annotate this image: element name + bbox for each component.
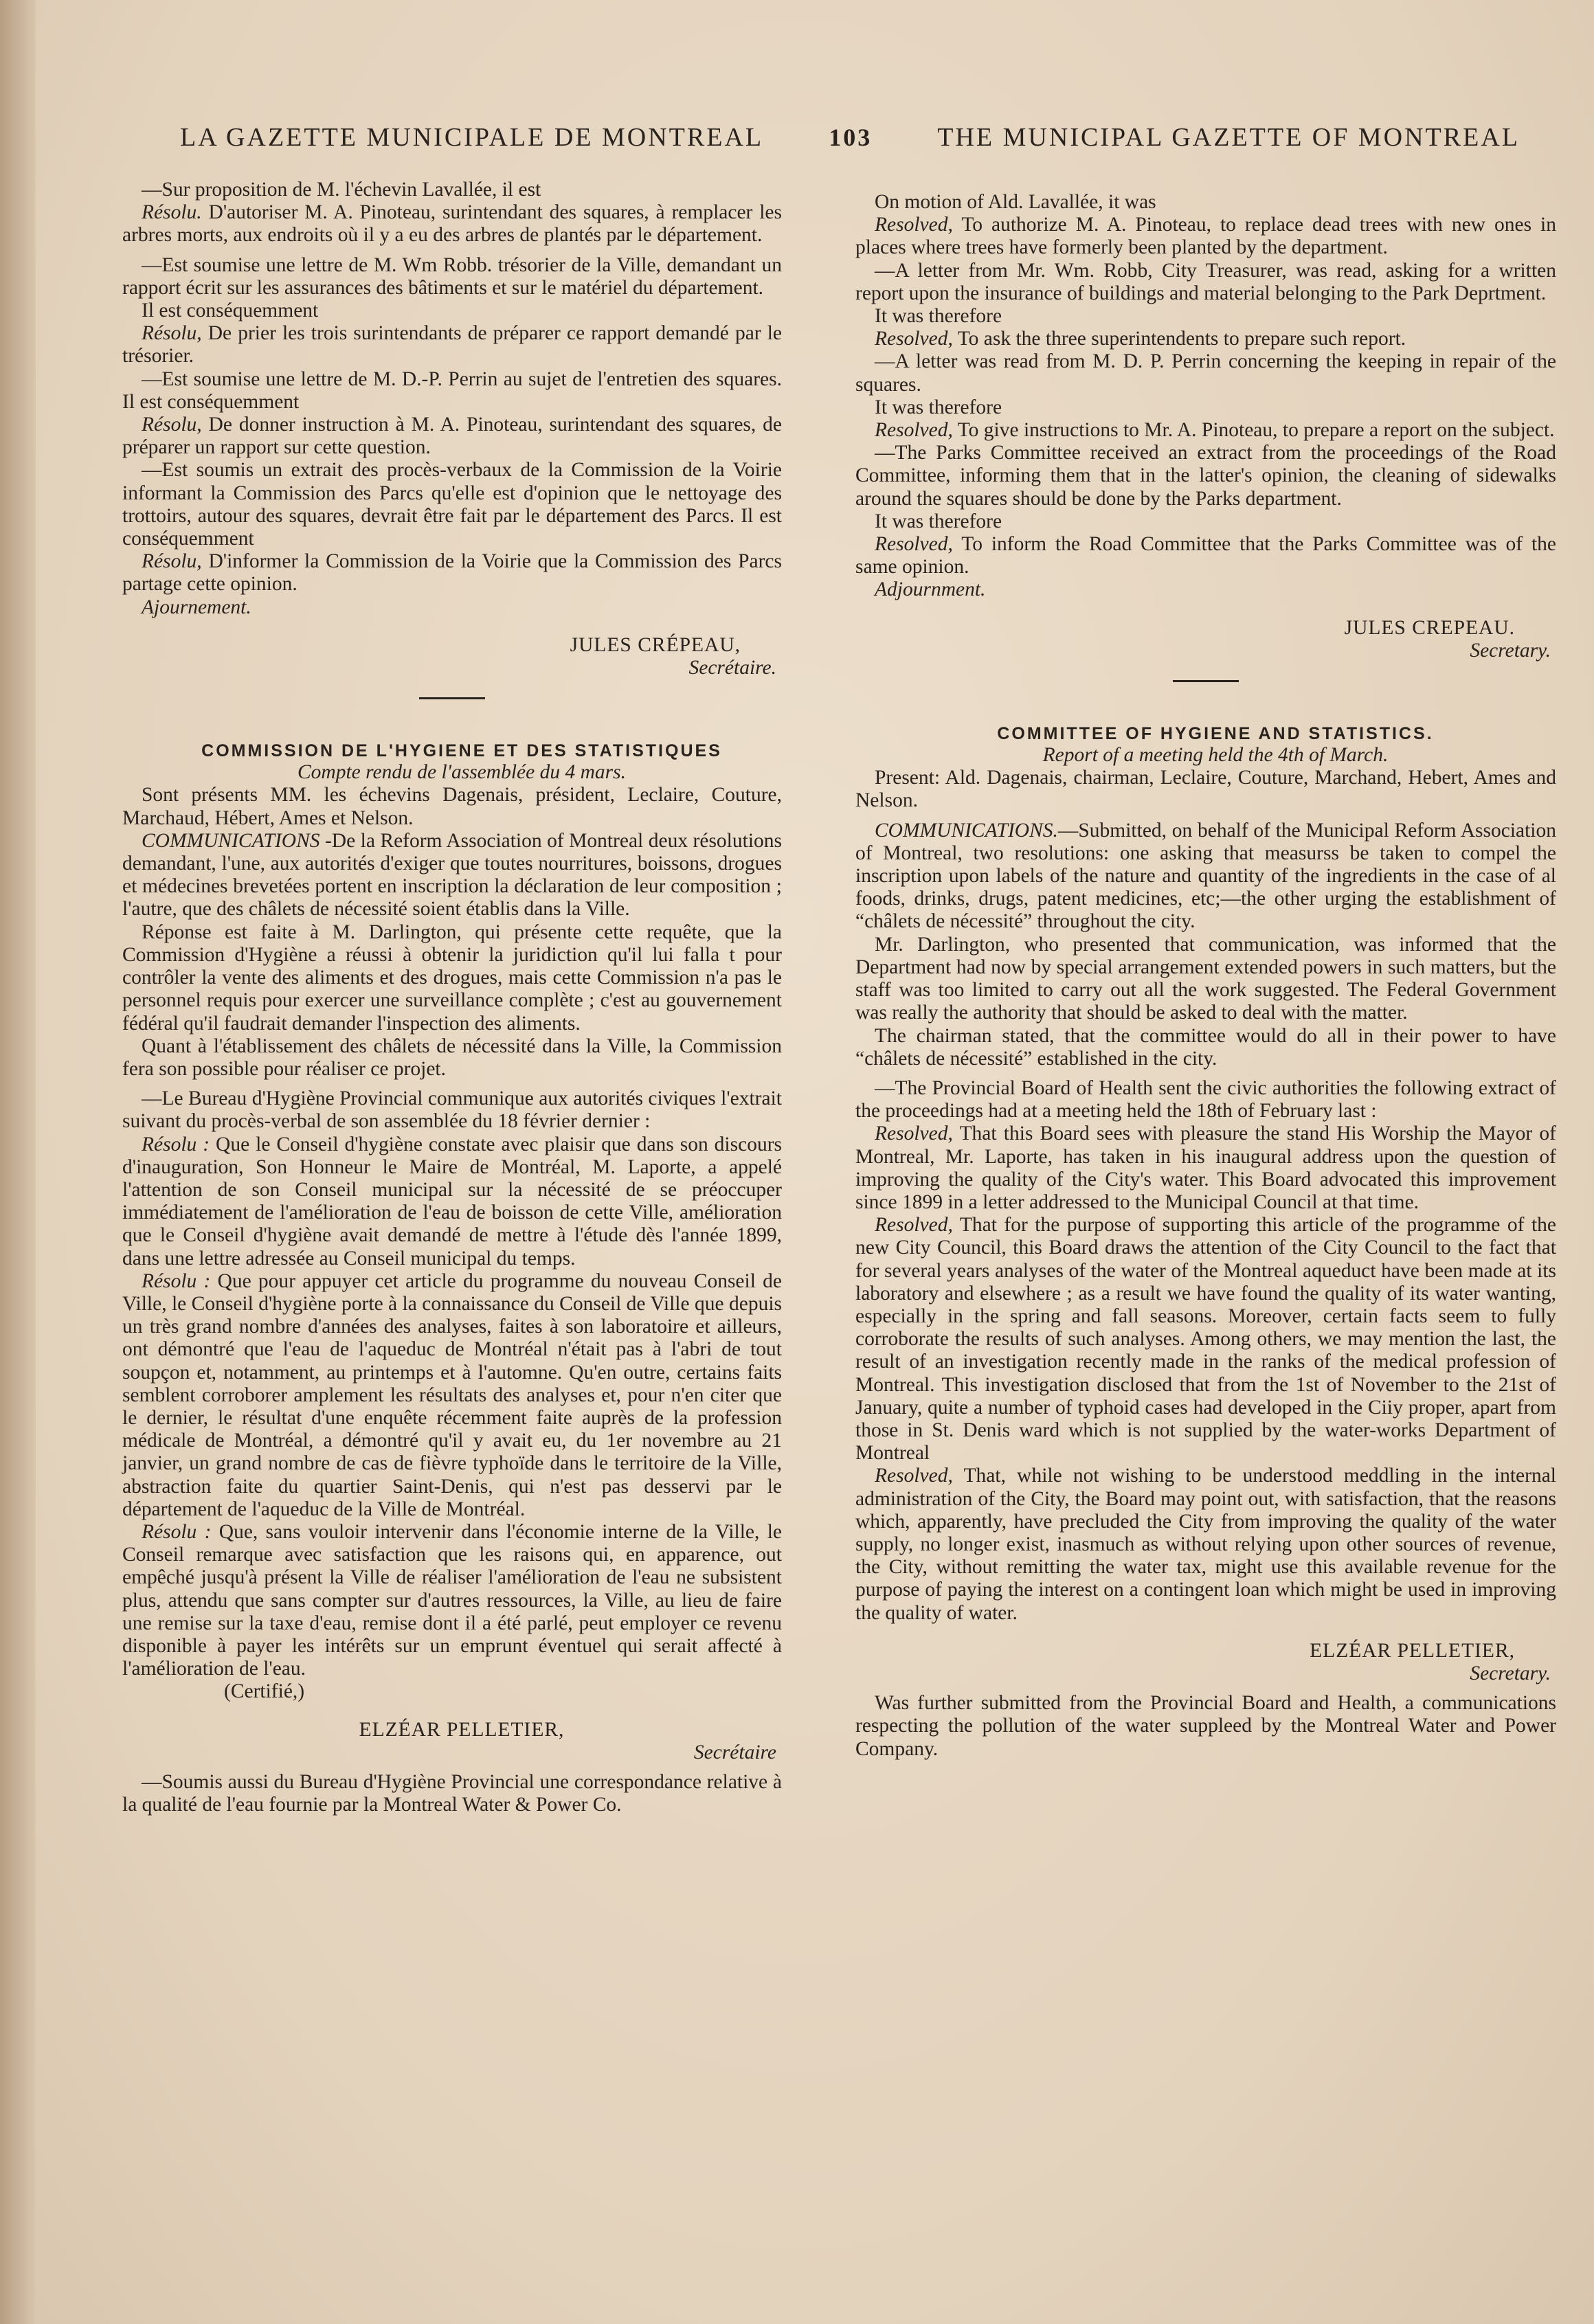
header-title-fr: LA GAZETTE MUNICIPALE DE MONTREAL (180, 123, 764, 152)
certification: (Certifié,) (224, 1680, 305, 1703)
paragraph: —Soumis aussi du Bureau d'Hygiène Provincial une correspondance relative à la qualité de l'eau fournie par la Montreal Water & Power Co. (122, 1771, 782, 1816)
paragraph: Present: Ald. Dagenais, chairman, Leclaire, Couture, Marchand, Hebert, Ames and Nelson. (855, 767, 1556, 812)
paragraph: —Est soumis un extrait des procès-verbaux de la Commission de la Voirie informant la Commission des Parcs qu'elle est d'opinion que le nettoyage des trottoirs, autour des squares, devrait être fait par le département des Parcs. Il est conséquemment (122, 459, 782, 550)
paragraph: —A letter from Mr. Wm. Robb, City Treasurer, was read, asking for a written report upon the insurance of buildings and material belonging to the Park Deprtment. (855, 259, 1556, 304)
paragraph: Resolved, To give instructions to Mr. A. Pinoteau, to prepare a report on the subject. (875, 419, 1555, 442)
running-header (180, 122, 1520, 153)
signature-name: JULES CRÉPEAU, (570, 633, 741, 656)
resolution-lead: Resolved, (875, 533, 953, 556)
adjournment: Adjournment. (875, 578, 986, 601)
paragraph: Il est conséquemment (142, 300, 319, 322)
signature-role: Secrétaire. (688, 657, 776, 679)
paragraph: COMMUNICATIONS.—Submitted, on behalf of the Municipal Reform Association of Montreal, two resolutions: one asking that measurss be taken to compel the inscription upon labels of the nature and quantity of the ingredients in the case of al foods, drinks, drugs, patent medicines, etc;—the other urging the establishment of “châlets de nécessité” throughout the city. (855, 819, 1556, 933)
resolution-lead: Résolu. (142, 201, 202, 224)
signature-role: Secretary. (1470, 1662, 1551, 1684)
paragraph: Resolved, To ask the three superintendents to prepare such report. (875, 328, 1406, 350)
paragraph: —The Parks Committee received an extract from the proceedings of the Road Committee, informing them that in the latter's opinion, the cleaning of sidewalks around the squares should be done by the Parks department. (855, 442, 1556, 510)
paragraph: —Est soumise une lettre de M. Wm Robb. trésorier de la Ville, demandant un rapport écrit sur les assurances des bâtiments et sur le matériel du département. (122, 253, 782, 299)
resolution-lead: Resolved, (875, 1214, 953, 1237)
resolution-lead: Résolu, (142, 322, 202, 345)
paragraph: The chairman stated, that the committee would do all in their power to have “châlets de nécessité” established in the city. (855, 1024, 1556, 1070)
paragraph: Resolved, To inform the Road Committee that the Parks Committee was of the same opinion. (855, 533, 1556, 578)
section-divider (419, 697, 485, 699)
resolution-lead: Resolved, (875, 1122, 953, 1145)
paragraph: Résolu, De prier les trois surintendants de préparer ce rapport demandé par le trésorier. (122, 322, 782, 368)
communications-lead: COMMUNICATIONS. (875, 819, 1058, 842)
resolution-lead: Resolved, (875, 214, 953, 236)
section-subtitle: Compte rendu de l'assemblée du 4 mars. (298, 761, 626, 784)
french-column (122, 179, 782, 1816)
resolution-lead: Résolu : (142, 1133, 210, 1155)
paragraph: Mr. Darlington, who presented that communication, was informed that the Department had now by special arrangement extended powers in such matters, but the staff was too limited to carry out all the work suggested. The Federal Government was really the authority that should be asked to deal with the matter. (855, 933, 1556, 1024)
paragraph: Résolu : Que le Conseil d'hygiène constate avec plaisir que dans son discours d'inauguration, Son Honneur le Maire de Montréal, M. Laporte, a appelé l'attention de son Conseil municipal sur la nécessité de se préoccuper immédiatement de l'amélioration de l'eau de boisson de cette Ville, amélioration que le Conseil d'hygiène avait demandé de mettre à l'étude dès l'année 1899, dans une lettre adressée au Conseil municipal du temps. (122, 1133, 782, 1270)
paragraph: Résolu : Que, sans vouloir intervenir dans l'économie interne de la Ville, le Conseil remarque avec satisfaction que les raisons qui, en apparence, out empêché jusqu'à présent la Ville de réaliser l'amélioration de l'eau ne subsistent plus, attendu que sans compter sur d'autres ressources, la Ville, au lieu de faire une remise sur la taxe d'eau, remise dont il a été parlé, peut employer ce revenu disponible à payer les intérêts sur un emprunt éventuel qui serait affecté à l'amélioration de l'eau. (122, 1520, 782, 1680)
paragraph: On motion of Ald. Lavallée, it was (875, 191, 1156, 213)
signature-name: JULES CREPEAU. (1344, 616, 1515, 639)
paragraph: It was therefore (875, 510, 1002, 532)
resolution-lead: Resolved, (875, 328, 953, 350)
signature-name: ELZÉAR PELLETIER, (359, 1718, 565, 1741)
paragraph: Résolu, De donner instruction à M. A. Pinoteau, surintendant des squares, de préparer un rapport sur cette question. (122, 414, 782, 459)
paragraph: Resolved, To authorize M. A. Pinoteau, to replace dead trees with new ones in places where trees have formerly been planted by the department. (855, 214, 1556, 259)
paragraph: COMMUNICATIONS -De la Reform Association of Montreal deux résolutions demandant, l'une, aux autorités d'exiger que toutes nourritures, boissons, drogues et médecines brevetées portent en inscription la déclaration de leur composition ; l'autre, que des châlets de nécessité soient établis dans la Ville. (122, 829, 782, 921)
page-number: 103 (829, 124, 873, 151)
resolution-lead: Résolu, (142, 414, 202, 436)
communications-lead: COMMUNICATIONS (142, 829, 320, 852)
resolution-lead: Résolu : (142, 1270, 211, 1292)
english-column (855, 191, 1556, 1761)
section-title: COMMITTEE OF HYGIENE AND STATISTICS. (997, 724, 1434, 744)
paragraph: Résolu, D'informer la Commission de la Voirie que la Commission des Parcs partage cette opinion. (122, 550, 782, 596)
resolution-lead: Resolved, (875, 1465, 953, 1487)
paragraph: Réponse est faite à M. Darlington, qui présente cette requête, que la Commission d'Hygiène a réussi à obtenir la juridiction qu'il lui falla t pour contrôler la vente des aliments et des drogues, mais cette Commission n'a pas le personnel requis pour exercer une surveillance complète ; c'est au gouvernement fédéral qu'il faudrait demander l'inspection des aliments. (122, 921, 782, 1035)
paragraph: Résolu : Que pour appuyer cet article du programme du nouveau Conseil de Ville, le Conseil d'hygiène porte à la connaissance du Conseil de Ville que depuis un très grand nombre d'années des analyses, faites à son laboratoire et ailleurs, ont démontré que l'eau de l'aqueduc de Montréal n'était pas à l'abri de tout soupçon et, notamment, au printemps et à l'automne. Qu'en outre, certains faits semblent corroborer amplement les résultats des analyses et, pour n'en citer que le dernier, le résultat d'une enquête récemment faite auprès de la profession médicale de Montréal, a démontré qu'il y avait eu, du 1er novembre au 21 janvier, un grand nombre de cas de fièvre typhoïde dans le territoire de la Ville, abstraction faite du quartier Saint-Denis, qui n'est pas desservi par le département de l'aqueduc de la Ville de Montréal. (122, 1270, 782, 1520)
paragraph: —Sur proposition de M. l'échevin Lavallée, il est (142, 179, 541, 201)
paragraph: Resolved, That for the purpose of supporting this article of the programme of the new City Council, this Board draws the attention of the City Council to the fact that for several years analyses of the water of the Montreal aqueduct have been made at its laboratory and elsewhere ; as a result we have found the quality of its water wanting, especially in the spring and fall seasons. Moreover, certain facts seem to fully corroborate the results of such analyses. Among others, we may mention the last, the result of an investigation recently made in the ranks of the medical profession of Montreal. This investigation disclosed that from the 1st of November to the 21st of January, quite a number of typhoid cases had developed in the Ciiy proper, apart from those in St. Denis ward which is not supplied by the water-works Department of Montreal (855, 1214, 1556, 1465)
paragraph: Was further submitted from the Provincial Board and Health, a communications respecting the pollution of the water suppleed by the Montreal Water and Power Company. (855, 1692, 1556, 1760)
paragraph: —Est soumise une lettre de M. D.-P. Perrin au sujet de l'entretien des squares. Il est conséquemment (122, 368, 782, 413)
paragraph: Résolu. D'autoriser M. A. Pinoteau, surintendant des squares, à remplacer les arbres morts, aux endroits où il y a eu des arbres de plantés par le département. (122, 201, 782, 247)
paragraph: —A letter was read from M. D. P. Perrin concerning the keeping in repair of the squares. (855, 350, 1556, 396)
paragraph: Resolved, That, while not wishing to be understood meddling in the internal administration of the City, the Board may point out, with satisfaction, that the reasons which, apparently, have precluded the City from improving the quality of the water supply, no longer exist, inasmuch as without relying upon other sources of revenue, the City, without remitting the water tax, might use this available revenue for the purpose of paying the interest on a contingent loan which might be used in improving the quality of water. (855, 1465, 1556, 1624)
paragraph: It was therefore (875, 305, 1002, 328)
section-divider (1173, 680, 1239, 682)
paragraph: —Le Bureau d'Hygiène Provincial communique aux autorités civiques l'extrait suivant du procès-verbal de son assemblée du 18 février dernier : (122, 1087, 782, 1133)
page-binding-shadow (0, 0, 36, 2324)
signature-role: Secrétaire (693, 1741, 776, 1763)
signature-name: ELZÉAR PELLETIER, (1310, 1639, 1515, 1662)
paragraph: Resolved, That this Board sees with pleasure the stand His Worship the Mayor of Montreal, Mr. Laporte, has taken in his inaugural address upon the question of improving the quality of the City's water. This Board advocated this improvement since 1899 in a letter addressed to the Municipal Council at that time. (855, 1122, 1556, 1213)
section-title: COMMISSION DE L'HYGIENE ET DES STATISTIQUES (201, 741, 722, 761)
resolution-lead: Resolved, (875, 419, 953, 442)
section-subtitle: Report of a meeting held the 4th of March. (1042, 744, 1389, 767)
paragraph: —The Provincial Board of Health sent the civic authorities the following extract of the proceedings had at a meeting held the 18th of February last : (855, 1076, 1556, 1122)
resolution-lead: Résolu : (142, 1520, 212, 1543)
paragraph: Quant à l'établissement des châlets de nécessité dans la Ville, la Commission fera son possible pour réaliser ce projet. (122, 1035, 782, 1080)
signature-role: Secretary. (1470, 639, 1551, 662)
resolution-lead: Résolu, (142, 550, 202, 573)
adjournment: Ajournement. (142, 596, 251, 618)
paragraph: It was therefore (875, 396, 1002, 418)
paragraph: Sont présents MM. les échevins Dagenais, président, Leclaire, Couture, Marchaud, Hébert, Ames et Nelson. (122, 784, 782, 829)
header-title-en: THE MUNICIPAL GAZETTE OF MONTREAL (937, 123, 1520, 152)
